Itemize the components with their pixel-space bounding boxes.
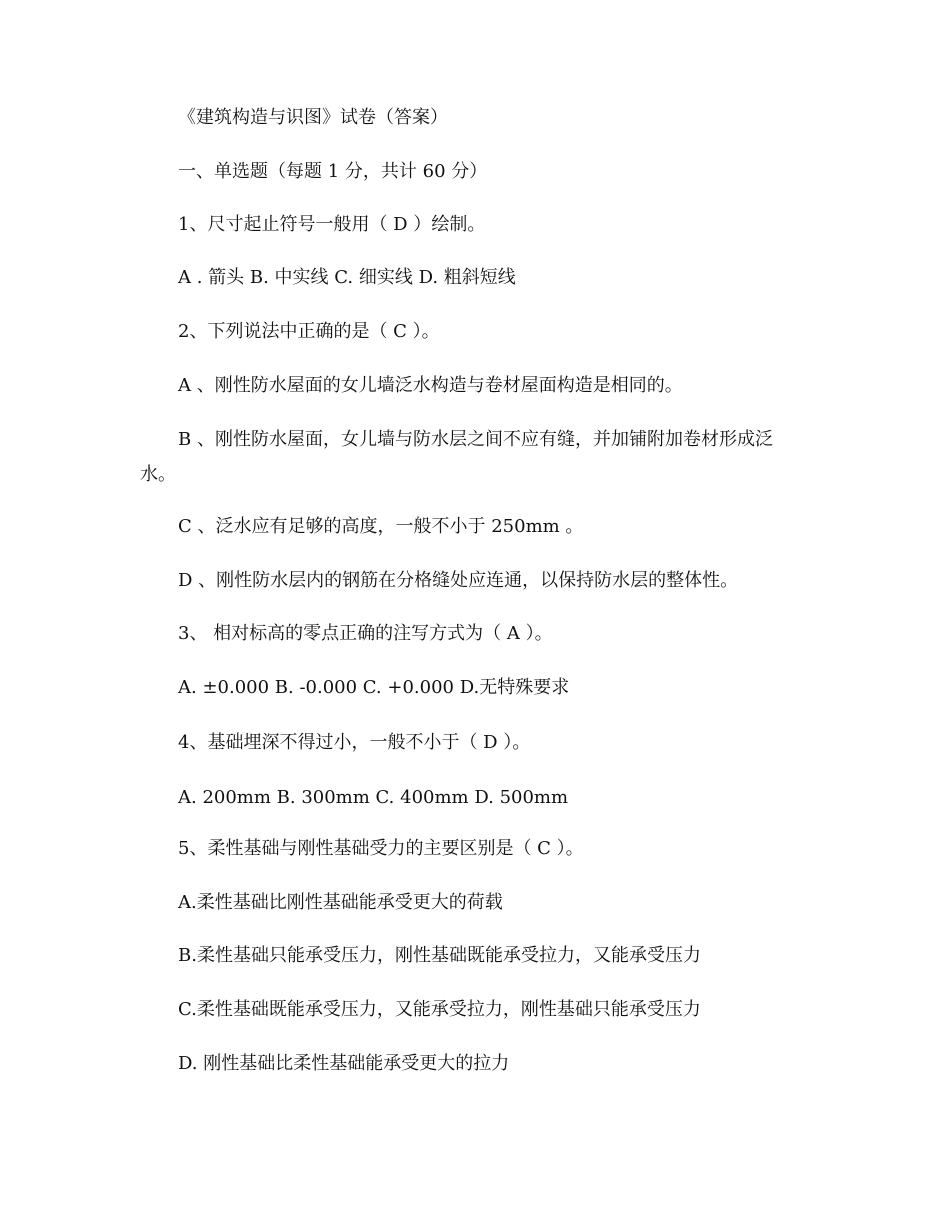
question-2-option-b: B 、刚性防水屋面，女儿墙与防水层之间不应有缝，并加铺附加卷材形成泛水。 xyxy=(140,429,773,485)
question-5-option-d: D. 刚性基础比柔性基础能承受更大的拉力 xyxy=(178,1053,510,1074)
question-3-stem: 3、 相对标高的零点正确的注写方式为（ A ）。 xyxy=(178,623,553,644)
question-5-option-a: A.柔性基础比刚性基础能承受更大的荷载 xyxy=(178,892,503,913)
question-2-stem: 2、下列说法中正确的是（ C ）。 xyxy=(178,321,440,342)
question-5-option-b: B.柔性基础只能承受压力，刚性基础既能承受拉力，又能承受压力 xyxy=(178,945,701,966)
question-3-options: A. ±0.000 B. -0.000 C. +0.000 D.无特殊要求 xyxy=(178,677,570,698)
question-5-stem: 5、柔性基础与刚性基础受力的主要区别是（ C ）。 xyxy=(178,838,584,859)
question-1-options: A . 箭头 B. 中实线 C. 细实线 D. 粗斜短线 xyxy=(178,267,516,288)
document-title: 《建筑构造与识图》试卷（答案） xyxy=(178,107,448,128)
question-4-stem: 4、基础埋深不得过小，一般不小于（ D ）。 xyxy=(178,732,531,753)
question-1-stem: 1、尺寸起止符号一般用（ D ）绘制。 xyxy=(178,214,486,235)
question-2-option-d: D 、刚性防水层内的钢筋在分格缝处应连通，以保持防水层的整体性。 xyxy=(178,570,739,591)
question-4-options: A. 200mm B. 300mm C. 400mm D. 500mm xyxy=(178,787,569,808)
question-2-option-a: A 、刚性防水屋面的女儿墙泛水构造与卷材屋面构造是相同的。 xyxy=(178,375,683,396)
section-heading: 一、单选题（每题 1 分，共计 60 分） xyxy=(178,161,488,182)
question-2-option-c: C 、泛水应有足够的高度，一般不小于 250mm 。 xyxy=(178,516,584,537)
question-5-option-c: C.柔性基础既能承受压力，又能承受拉力，刚性基础只能承受压力 xyxy=(178,999,701,1020)
